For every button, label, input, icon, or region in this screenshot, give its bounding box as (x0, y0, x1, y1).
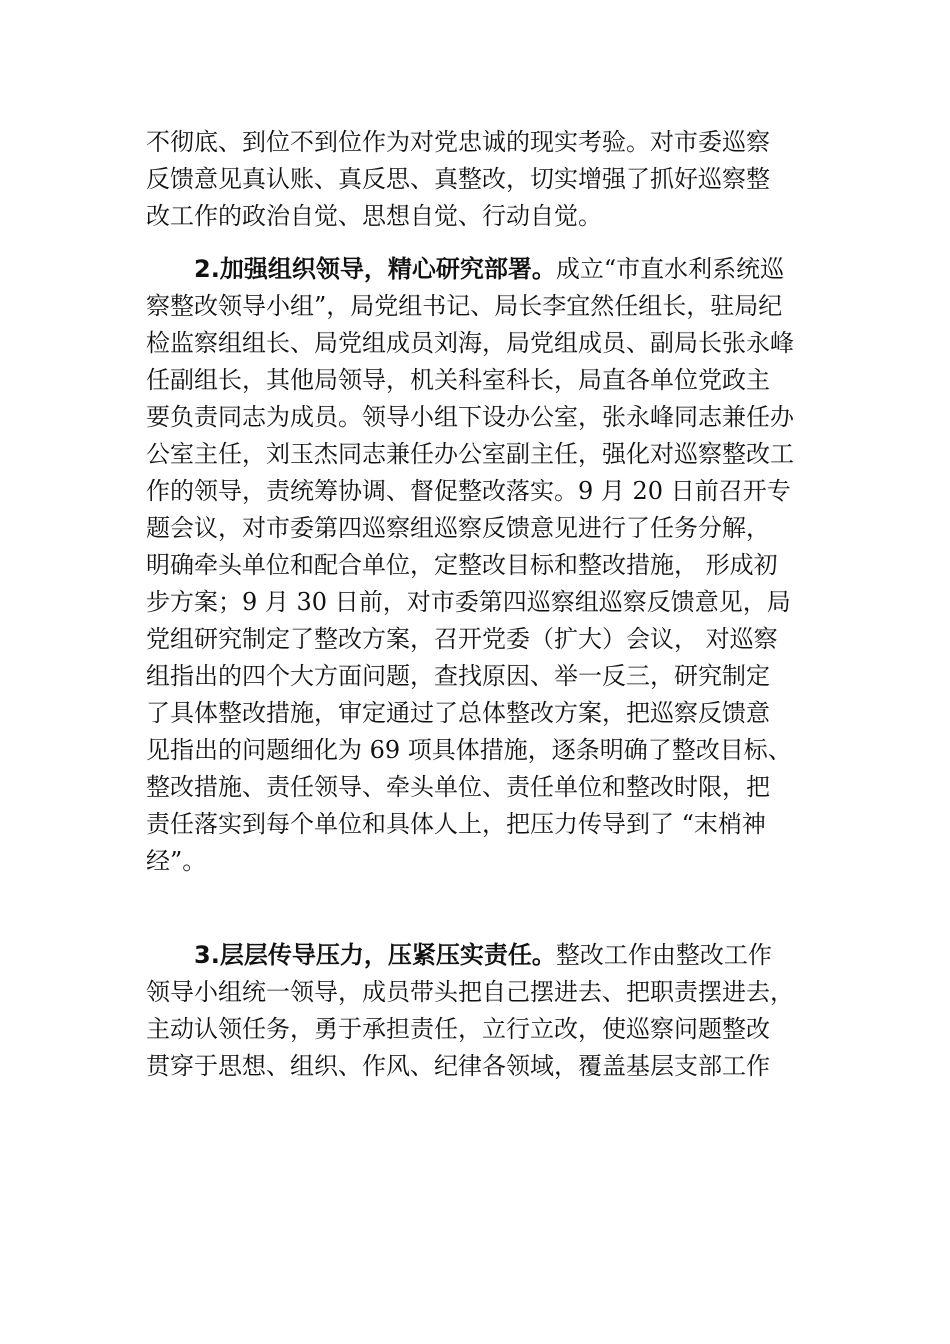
section-heading-3: 3.层层传导压力，压紧压实责任。 (194, 941, 556, 969)
text-line: 察整改领导小组”，局党组书记、局长李宜然任组长，驻局纪 (146, 292, 783, 320)
text-line: 领导小组统一领导，成员带头把自己摆进去、把职责摆进去， (146, 978, 794, 1006)
text-line: 贯穿于思想、组织、作风、纪律各领域，覆盖基层支部工作 (146, 1052, 770, 1080)
text-line: 主动认领任务，勇于承担责任，立行立改，使巡察问题整改 (146, 1015, 770, 1043)
paragraph-1 (146, 124, 826, 235)
text-line: 要负责同志为成员。领导小组下设办公室，张永峰同志兼任办 (146, 403, 794, 431)
text-run: 整改工作由整改工作 (555, 941, 772, 969)
section-heading-2: 2.加强组织领导，精心研究部署。 (194, 255, 556, 283)
text-line: 见指出的问题细化为 69 项具体措施，逐条明确了整改目标、 (146, 736, 792, 764)
text-line: 公室主任，刘玉杰同志兼任办公室副主任，强化对巡察整改工 (146, 440, 794, 468)
text-line: 检监察组组长、局党组成员刘海，局党组成员、副局长张永峰 (146, 329, 794, 357)
text-line: 了具体整改措施，审定通过了总体整改方案，把巡察反馈意 (146, 699, 770, 727)
text-line: 明确牵头单位和配合单位，定整改目标和整改措施， 形成初 (146, 551, 778, 579)
text-line: 作的领导，责统筹协调、督促整改落实。9 月 20 日前召开专 (146, 477, 791, 505)
text-line: 责任落实到每个单位和具体人上，把压力传导到了 “末梢神 (146, 810, 766, 838)
paragraph-3 (146, 937, 826, 1085)
text-line: 改工作的政治自觉、思想自觉、行动自觉。 (146, 202, 602, 230)
text-line: 反馈意见真认账、真反思、真整改，切实增强了抓好巡察整 (146, 165, 770, 193)
paragraph-2 (146, 251, 826, 880)
paragraph-first-line (146, 937, 826, 974)
text-run: 成立“市直水利系统巡 (555, 255, 785, 283)
text-line: 任副组长，其他局领导，机关科室科长，局直各单位党政主 (146, 366, 770, 394)
text-line: 步方案；9 月 30 日前，对市委第四巡察组巡察反馈意见，局 (146, 588, 791, 616)
text-line: 经”。 (146, 847, 207, 875)
text-line: 题会议，对市委第四巡察组巡察反馈意见进行了任务分解， (146, 514, 770, 542)
text-line: 组指出的四个大方面问题，查找原因、举一反三，研究制定 (146, 662, 770, 690)
text-line: 党组研究制定了整改方案，召开党委（扩大）会议， 对巡察 (146, 625, 778, 653)
text-line: 不彻底、到位不到位作为对党忠诚的现实考验。对市委巡察 (146, 128, 770, 156)
text-line: 整改措施、责任领导、牵头单位、责任单位和整改时限，把 (146, 773, 770, 801)
paragraph-first-line (146, 251, 826, 288)
